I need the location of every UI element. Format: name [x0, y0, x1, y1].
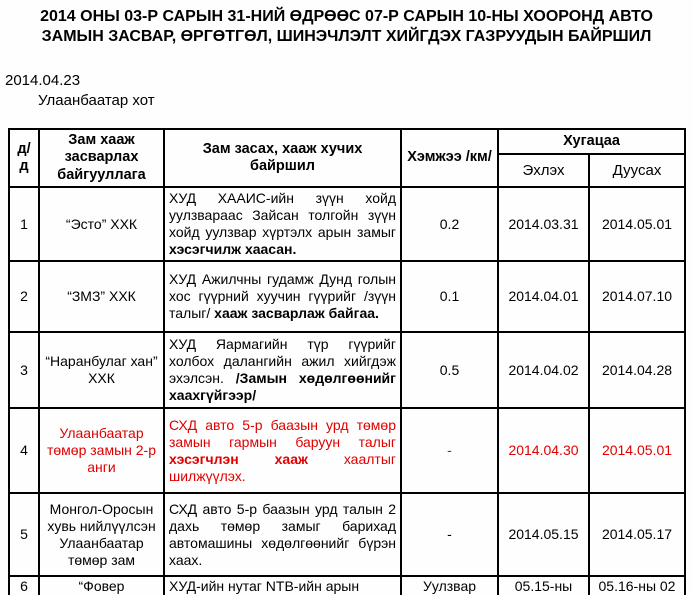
- size-cell: -: [401, 493, 498, 576]
- document-meta: [0, 72, 693, 110]
- start-date-cell: 2014.04.02: [498, 332, 589, 408]
- organization-cell: Монгол-Оросын хувь нийлүүлсэн Улаанбаатар төмөр зам: [39, 493, 164, 576]
- location-cell: ХУД Яармагийн түр гүүрийг холбох далангийн ажил хийгдэж эхэлсэн. /Замын хөдөлгөөнийг хаахгүйгээр/: [164, 332, 401, 408]
- table-row: [9, 408, 685, 493]
- end-date-cell: 2014.05.01: [589, 408, 685, 493]
- table-body: [9, 187, 685, 595]
- end-date-cell: 2014.04.28: [589, 332, 685, 408]
- location-cell: ХУД ХААИС-ийн зүүн хойд уулзвараас Зайсан толгойн зүүн хойд уулзвар хүртэлх арын замыг хэсэгчилж хаасан.: [164, 187, 401, 261]
- row-number-cell: 6: [9, 576, 39, 595]
- start-date-cell: 2014.04.30: [498, 408, 589, 493]
- organization-cell: “Фовер: [39, 576, 164, 595]
- row-number-cell: 5: [9, 493, 39, 576]
- row-number-cell: 4: [9, 408, 39, 493]
- size-cell: -: [401, 408, 498, 493]
- end-date-cell: 2014.05.17: [589, 493, 685, 576]
- size-cell: 0.2: [401, 187, 498, 261]
- table-row: [9, 576, 685, 595]
- location-cell: ХУД Ажилчны гудамж Дунд голын хос гүүрний хуучин гүүрийг /зүүн талыг/ хааж засварлаж байгаа.: [164, 261, 401, 332]
- size-cell: Уулзвар: [401, 576, 498, 595]
- start-date-cell: 05.15-ны: [498, 576, 589, 595]
- header-num: д/д: [9, 129, 39, 187]
- table-row: [9, 187, 685, 261]
- document-date: 2014.04.23: [5, 72, 81, 89]
- header-location: Зам засах, хааж хучих байршил: [164, 129, 401, 187]
- end-date-cell: 2014.07.10: [589, 261, 685, 332]
- end-date-cell: 2014.05.01: [589, 187, 685, 261]
- organization-cell: Улаанбаатар төмөр замын 2-р анги: [39, 408, 164, 493]
- start-date-cell: 2014.05.15: [498, 493, 589, 576]
- location-cell: ХУД-ийн нутаг NTB-ийн арын: [164, 576, 401, 595]
- row-number-cell: 2: [9, 261, 39, 332]
- table-row: [9, 261, 685, 332]
- page-title: 2014 ОНЫ 03-Р САРЫН 31-НИЙ ӨДРӨӨС 07-Р САРЫН 10-НЫ ХООРОНД АВТО ЗАМЫН ЗАСВАР, ӨРГӨТГӨЛ, ШИНЭЧЛЭЛТ ХИЙГДЭХ ГАЗРУУДЫН БАЙРШИЛ: [40, 8, 653, 45]
- organization-cell: “Наранбулаг хан” ХХК: [39, 332, 164, 408]
- table-header: [9, 129, 685, 187]
- size-cell: 0.5: [401, 332, 498, 408]
- organization-cell: “Эсто” ХХК: [39, 187, 164, 261]
- header-duration: Хугацаа: [498, 129, 685, 154]
- header-end-date: Дуусах: [589, 154, 685, 187]
- organization-cell: “ЗМЗ” ХХК: [39, 261, 164, 332]
- row-number-cell: 1: [9, 187, 39, 261]
- location-cell: СХД авто 5-р баазын урд талын 2 дахь төмөр замыг барихад автомашины хөдөлгөөнийг бүрэн хаах.: [164, 493, 401, 576]
- location-cell: СХД авто 5-р баазын урд төмөр замын гармын баруун талыг хэсэгчлэн хааж хаалтыг шилжүүлэх.: [164, 408, 401, 493]
- table-row: [9, 493, 685, 576]
- row-number-cell: 3: [9, 332, 39, 408]
- header-size: Хэмжээ /км/: [401, 129, 498, 187]
- table-row: [9, 332, 685, 408]
- header-start-date: Эхлэх: [498, 154, 589, 187]
- header-organization: Зам хааж засварлах байгууллага: [39, 129, 164, 187]
- end-date-cell: 05.16-ны 02: [589, 576, 685, 595]
- start-date-cell: 2014.03.31: [498, 187, 589, 261]
- size-cell: 0.1: [401, 261, 498, 332]
- document-city: Улаанбаатар хот: [38, 92, 155, 109]
- start-date-cell: 2014.04.01: [498, 261, 589, 332]
- road-repair-table: [8, 128, 686, 595]
